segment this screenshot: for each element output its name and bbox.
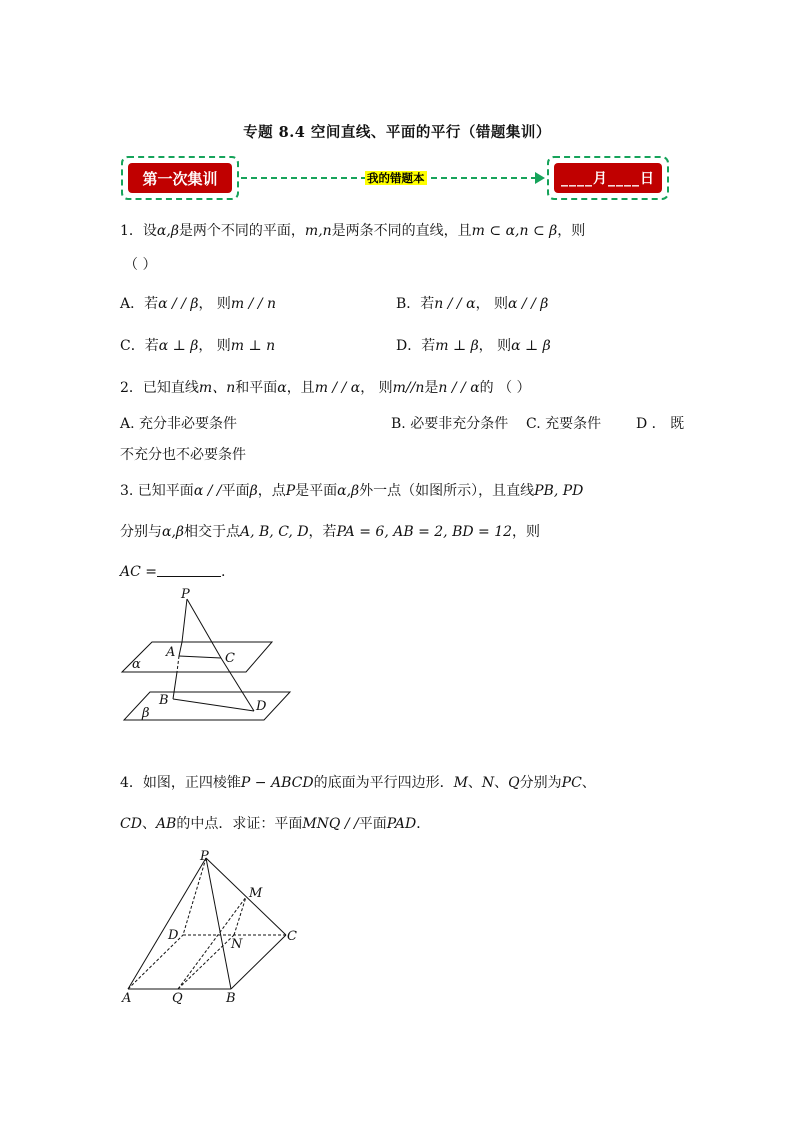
q4-l1-m1: P − ABCD: [240, 775, 314, 791]
q3-l3-math: AC =: [120, 564, 158, 580]
line-pa-lower: [179, 642, 182, 656]
edge-pb: [206, 858, 231, 989]
q4-l1-m4: Q: [508, 775, 520, 791]
q2-option-a: A. 充分非必要条件: [120, 416, 238, 432]
q2-math-mn: m、n: [198, 380, 236, 396]
q3-l1-m4: α,β: [337, 483, 360, 499]
q4-l2-m4: PAD: [386, 816, 417, 832]
q1-c-mid: ， 则: [198, 338, 231, 354]
q1-d-mid: ， 则: [478, 338, 512, 354]
q2-option-d-part1: D ． 既: [636, 416, 685, 432]
q1-c-math2: m ⊥ n: [230, 338, 276, 354]
q3-l2-m1: α,β: [162, 524, 184, 540]
q1-option-d: [396, 336, 551, 356]
q3-l1-d: 是平面: [295, 483, 338, 499]
label-p: P: [200, 849, 209, 864]
label-c: C: [225, 651, 235, 666]
q4-l2-m1: CD: [120, 816, 142, 832]
label-a: A: [166, 645, 176, 660]
label-n: N: [231, 937, 243, 952]
label-d: D: [256, 699, 267, 714]
q3-l2-m3: PA = 6, AB = 2, BD = 12: [336, 524, 513, 540]
label-alpha: α: [132, 657, 141, 672]
first-training-badge: [121, 156, 239, 200]
q4-l1-a: 4．如图，正四棱锥: [120, 775, 241, 791]
q1-option-a: [120, 294, 276, 314]
q3-line1: [120, 481, 583, 501]
label-beta: β: [142, 706, 150, 721]
label-a: A: [122, 991, 132, 1006]
q4-l1-d: 、: [581, 775, 596, 791]
segment-bd: [173, 699, 254, 711]
q4-l2-d: ．: [416, 816, 431, 832]
q3-l2-d: ，则: [512, 524, 541, 540]
q2-text-f: 的 （ ）: [479, 380, 531, 396]
q4-l2-m3: MNQ / /: [302, 816, 359, 832]
q4-l1-m2: M: [453, 775, 468, 791]
arrow-head-icon: [535, 172, 545, 184]
q3-l1-b: 平面: [221, 483, 250, 499]
mistake-book-tag: 我的错题本: [367, 171, 425, 185]
q1-d-math1: m ⊥ β: [435, 338, 479, 354]
q3-figure: [118, 586, 308, 726]
q4-l2-c: 平面: [358, 816, 387, 832]
training-banner: [121, 156, 671, 202]
q4-l1-sep2: 、: [494, 775, 509, 791]
label-q: Q: [172, 991, 183, 1006]
q3-l1-m5: PB, PD: [534, 483, 584, 499]
q1-math-cond: m ⊂ α,n ⊂ β: [471, 223, 558, 239]
q2-text-a: 2．已知直线: [120, 380, 199, 396]
q3-l1-m3: P: [285, 483, 296, 499]
q3-l1-c: ，点: [257, 483, 286, 499]
q1-a-math2: m / / n: [230, 296, 276, 312]
q3-l1-a: 3. 已知平面: [120, 483, 194, 499]
q4-l2-m2: AB: [155, 816, 177, 832]
q4-l1-b: 的底面为平行四边形．: [313, 775, 454, 791]
q1-text-c: 是两条不同的直线，且: [331, 223, 472, 239]
segment-ac: [179, 656, 221, 658]
q1-math-ab: α,β: [156, 223, 179, 239]
q2-text-d: ， 则: [360, 380, 393, 396]
q3-l3-end: .: [221, 564, 226, 580]
q2-text-c: ，且: [286, 380, 315, 396]
q4-l1-m5: PC: [561, 775, 582, 791]
label-b: B: [226, 991, 236, 1006]
q1-stem: [120, 221, 585, 241]
edge-pa: [128, 858, 206, 989]
first-training-label: 第一次集训: [128, 163, 232, 193]
q1-option-b: [396, 294, 548, 314]
q4-l2-b: 的中点．求证：平面: [176, 816, 303, 832]
label-c: C: [287, 929, 297, 944]
q3-line2: [120, 522, 540, 542]
q4-figure: [114, 846, 310, 1006]
q2-stem: [120, 378, 531, 398]
page-title: 专题 8.4 空间直线、平面的平行（错题集训）: [243, 124, 551, 141]
q1-a-mid: ， 则: [198, 296, 231, 312]
q1-answer-paren: （ ）: [124, 257, 157, 273]
q3-l2-a: 分别与: [120, 524, 162, 540]
q2-text-b: 和平面: [235, 380, 278, 396]
label-d: D: [168, 928, 179, 943]
q2-math-cond2: m//n: [392, 380, 425, 396]
answer-blank[interactable]: [157, 562, 221, 577]
line-pc: [187, 599, 221, 658]
date-badge: [547, 156, 669, 200]
q2-math-alpha: α: [277, 380, 287, 396]
q1-option-c: [120, 336, 275, 356]
q1-b-math1: n / / α: [434, 296, 476, 312]
label-m: M: [249, 886, 263, 901]
q3-l2-c: ，若: [308, 524, 337, 540]
q3-l1-m1: α / /: [193, 483, 222, 499]
q1-text-b: 是两个不同的平面，: [178, 223, 305, 239]
q4-line2: [120, 814, 430, 834]
date-label: ____月____日: [554, 163, 662, 193]
q3-l2-m2: A, B, C, D: [240, 524, 309, 540]
q2-math-cond3: n / / α: [438, 380, 480, 396]
q2-option-c: C. 充要条件: [526, 416, 602, 432]
q1-b-label: B．若: [396, 296, 435, 312]
q2-text-e: 是: [424, 380, 439, 396]
line-ab: [173, 672, 177, 699]
q1-c-label: C．若: [120, 338, 159, 354]
q4-l1-sep1: 、: [467, 775, 482, 791]
q2-option-b: B. 必要非充分条件: [391, 416, 509, 432]
q1-c-math1: α ⊥ β: [158, 338, 199, 354]
q3-l2-b: 相交于点: [184, 524, 240, 540]
q1-a-math1: α / / β: [158, 296, 199, 312]
q3-line3: [120, 562, 225, 582]
q1-d-math2: α ⊥ β: [511, 338, 551, 354]
q2-math-cond: m / / α: [314, 380, 361, 396]
q3-l1-m2: β: [249, 483, 258, 499]
q1-a-label: A．若: [120, 296, 159, 312]
q1-d-label: D．若: [396, 338, 436, 354]
q4-l2-a: 、: [141, 816, 156, 832]
label-b: B: [159, 693, 169, 708]
segment-nm: [234, 897, 246, 935]
q4-l1-m3: N: [481, 775, 495, 791]
q4-l1-c: 分别为: [519, 775, 562, 791]
q1-b-mid: ， 则: [475, 296, 509, 312]
line-pa: [182, 599, 187, 642]
q1-math-mn: m,n: [304, 223, 332, 239]
label-p: P: [181, 587, 190, 602]
q1-text-d: ，则: [557, 223, 586, 239]
q3-l1-e: 外一点（如图所示），且直线: [359, 483, 535, 499]
q1-b-math2: α / / β: [508, 296, 549, 312]
line-ab-hidden: [177, 656, 179, 672]
q2-option-d-part2: 不充分也不必要条件: [120, 447, 246, 463]
edge-pd: [183, 858, 206, 935]
q4-line1: [120, 773, 596, 793]
q1-text-a: 1．设: [120, 223, 157, 239]
